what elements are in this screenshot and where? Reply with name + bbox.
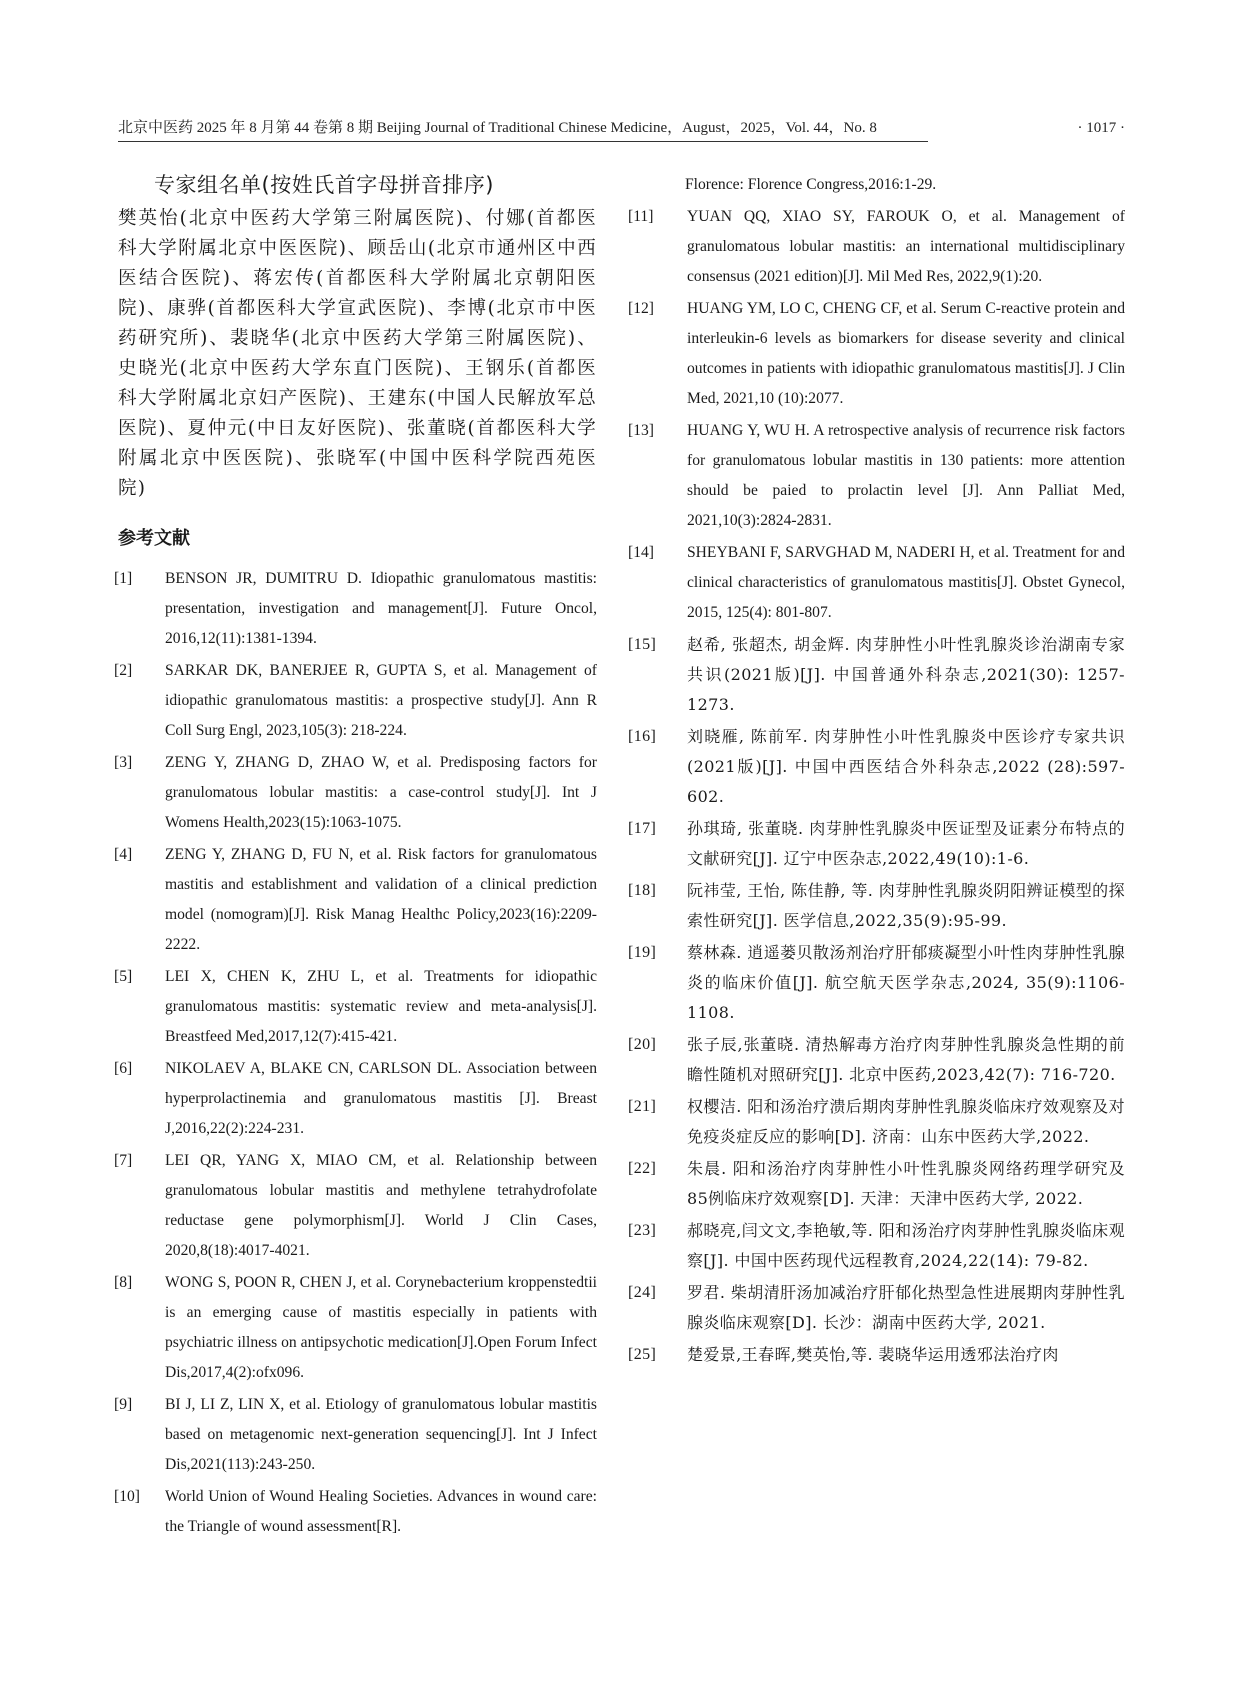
- reference-text: SHEYBANI F, SARVGHAD M, NADERI H, et al. Treatment for and clinical characteristics of granulomatous mastitis[J]. Obstet Gynecol, 2015, 125(4): 801-807.: [687, 544, 1125, 621]
- reference-number: [19]: [628, 944, 657, 961]
- reference-item: [114, 1146, 597, 1266]
- reference-text: BENSON JR, DUMITRU D. Idiopathic granulomatous mastitis: presentation, investigation and management[J]. Future Oncol, 2016,12(11):1381-1394.: [165, 570, 597, 647]
- reference-item: [114, 840, 597, 960]
- reference-text: HUANG Y, WU H. A retrospective analysis of recurrence risk factors for granulomatous lobular mastitis in 130 patients: more attention should be paied to prolactin level [J]. Ann Palliat Med, 2021,10(3):2824-2831.: [687, 422, 1125, 529]
- reference-item: [114, 748, 597, 838]
- reference-number: [25]: [628, 1346, 657, 1363]
- reference-text: ZENG Y, ZHANG D, FU N, et al. Risk factors for granulomatous mastitis and establishment and validation of a clinical prediction model (nomogram)[J]. Risk Manag Healthc Policy,2023(16):2209-2222.: [165, 846, 597, 953]
- reference-list-right: [628, 202, 1125, 1370]
- expert-group-list: 樊英怡(北京中医药大学第三附属医院)、付娜(首都医科大学附属北京中医医院)、顾岳山(北京市通州区中西医结合医院)、蒋宏传(首都医科大学附属北京朝阳医院)、康骅(首都医科大学宣武医院)、李博(北京市中医药研究所)、裴晓华(北京中医药大学第三附属医院)、史晓光(北京中医药大学东直门医院)、王钢乐(首都医科大学附属北京妇产医院)、王建东(中国人民解放军总医院)、夏仲元(中日友好医院)、张董晓(首都医科大学附属北京中医医院)、张晓军(中国中医科学院西苑医院): [118, 208, 597, 499]
- reference-continuation: Florence: Florence Congress,2016:1-29.: [685, 176, 937, 193]
- reference-text: 权樱洁. 阳和汤治疗溃后期肉芽肿性乳腺炎临床疗效观察及对免疫炎症反应的影响[D]. 济南：山东中医药大学,2022.: [687, 1097, 1125, 1146]
- reference-item: [114, 564, 597, 654]
- reference-text: SARKAR DK, BANERJEE R, GUPTA S, et al. Management of idiopathic granulomatous mastitis: a prospective study[J]. Ann R Coll Surg Engl, 2023,105(3): 218-224.: [165, 662, 597, 739]
- reference-item: [628, 538, 1125, 628]
- reference-number: [13]: [628, 422, 654, 439]
- reference-text: 罗君. 柴胡清肝汤加减治疗肝郁化热型急性进展期肉芽肿性乳腺炎临床观察[D]. 长沙：湖南中医药大学, 2021.: [687, 1283, 1125, 1332]
- reference-item: [114, 962, 597, 1052]
- reference-text: HUANG YM, LO C, CHENG CF, et al. Serum C-reactive protein and interleukin-6 levels as biomarkers for disease severity and clinical outcomes in patients with idiopathic granulomatous mastitis[J]. J Clin Med, 2021,10 (10):2077.: [687, 300, 1125, 407]
- reference-number: [7]: [114, 1152, 133, 1169]
- reference-text: ZENG Y, ZHANG D, ZHAO W, et al. Predisposing factors for granulomatous lobular mastitis: a case-control study[J]. Int J Womens Health,2023(15):1063-1075.: [165, 754, 597, 831]
- reference-number: [4]: [114, 846, 133, 863]
- page-number: · 1017 ·: [1077, 120, 1125, 136]
- reference-number: [18]: [628, 882, 657, 899]
- left-column: [114, 170, 597, 1544]
- reference-text: 阮祎莹, 王怡, 陈佳静, 等. 肉芽肿性乳腺炎阴阳辨证模型的探索性研究[J]. 医学信息,2022,35(9):95-99.: [687, 881, 1125, 930]
- reference-text: 朱晨. 阳和汤治疗肉芽肿性小叶性乳腺炎网络药理学研究及85例临床疗效观察[D]. 天津：天津中医药大学, 2022.: [687, 1159, 1125, 1208]
- reference-text: NIKOLAEV A, BLAKE CN, CARLSON DL. Association between hyperprolactinemia and granulomatous mastitis [J]. Breast J,2016,22(2):224-231.: [165, 1060, 597, 1137]
- reference-item: [114, 1390, 597, 1480]
- reference-number: [23]: [628, 1222, 657, 1239]
- reference-item: [628, 1092, 1125, 1152]
- reference-item: [628, 1030, 1125, 1090]
- reference-text: 赵希, 张超杰, 胡金辉. 肉芽肿性小叶性乳腺炎诊治湖南专家共识(2021版)[J]. 中国普通外科杂志,2021(30): 1257-1273.: [687, 635, 1125, 714]
- reference-item: [628, 202, 1125, 292]
- reference-text: 蔡林森. 逍遥蒌贝散汤剂治疗肝郁痰凝型小叶性肉芽肿性乳腺炎的临床价值[J]. 航空航天医学杂志,2024, 35(9):1106-1108.: [687, 943, 1125, 1022]
- reference-text: BI J, LI Z, LIN X, et al. Etiology of granulomatous lobular mastitis based on metagenomic next-generation sequencing[J]. Int J Infect Dis,2021(113):243-250.: [165, 1396, 597, 1473]
- reference-item: [628, 1340, 1125, 1370]
- reference-text: 张子辰,张董晓. 清热解毒方治疗肉芽肿性乳腺炎急性期的前瞻性随机对照研究[J]. 北京中医药,2023,42(7): 716-720.: [687, 1035, 1125, 1084]
- reference-text: YUAN QQ, XIAO SY, FAROUK O, et al. Management of granulomatous lobular mastitis: an international multidisciplinary consensus (2021 edition)[J]. Mil Med Res, 2022,9(1):20.: [687, 208, 1125, 285]
- reference-number: [24]: [628, 1284, 657, 1301]
- reference-item: [628, 630, 1125, 720]
- reference-text: World Union of Wound Healing Societies. Advances in wound care: the Triangle of wound assessment[R].: [165, 1488, 597, 1535]
- reference-item: [114, 1054, 597, 1144]
- reference-text: WONG S, POON R, CHEN J, et al. Corynebacterium kroppenstedtii is an emerging cause of mastitis especially in patients with psychiatric illness on antipsychotic medication[J].Open Forum Infect Dis,2017,4(2):ofx096.: [165, 1274, 597, 1381]
- reference-number: [9]: [114, 1396, 133, 1413]
- header-rule: [118, 141, 928, 142]
- reference-number: [8]: [114, 1274, 133, 1291]
- reference-text: 郝晓亮,闫文文,李艳敏,等. 阳和汤治疗肉芽肿性乳腺炎临床观察[J]. 中国中医药现代远程教育,2024,22(14): 79-82.: [687, 1221, 1125, 1270]
- reference-text: 楚爱景,王春晖,樊英怡,等. 裴晓华运用透邪法治疗肉: [687, 1345, 1059, 1364]
- reference-number: [1]: [114, 570, 133, 587]
- right-column: [628, 170, 1125, 1372]
- reference-text: 刘晓雁, 陈前军. 肉芽肿性小叶性乳腺炎中医诊疗专家共识(2021版)[J]. 中国中西医结合外科杂志,2022 (28):597-602.: [687, 727, 1125, 806]
- reference-text: 孙琪琦, 张董晓. 肉芽肿性乳腺炎中医证型及证素分布特点的文献研究[J]. 辽宁中医杂志,2022,49(10):1-6.: [687, 819, 1125, 868]
- reference-number: [3]: [114, 754, 133, 771]
- expert-group-title: 专家组名单(按姓氏首字母拼音排序): [154, 173, 494, 197]
- reference-number: [21]: [628, 1098, 657, 1115]
- reference-number: [15]: [628, 636, 657, 653]
- references-heading: 参考文献: [118, 528, 190, 549]
- reference-item: [628, 876, 1125, 936]
- reference-number: [16]: [628, 728, 657, 745]
- reference-item: [114, 656, 597, 746]
- reference-item: [628, 1154, 1125, 1214]
- reference-number: [10]: [114, 1488, 140, 1505]
- reference-item: [628, 722, 1125, 812]
- reference-item: [628, 416, 1125, 536]
- reference-item: [114, 1482, 597, 1542]
- reference-item: [628, 814, 1125, 874]
- journal-citation: 北京中医药 2025 年 8 月第 44 卷第 8 期 Beijing Journal of Traditional Chinese Medicine，August，2025，Vol. 44，No. 8: [118, 120, 877, 136]
- reference-text: LEI X, CHEN K, ZHU L, et al. Treatments for idiopathic granulomatous mastitis: systematic review and meta-analysis[J]. Breastfeed Med,2017,12(7):415-421.: [165, 968, 597, 1045]
- reference-number: [2]: [114, 662, 133, 679]
- reference-number: [14]: [628, 544, 654, 561]
- reference-item: [628, 1216, 1125, 1276]
- reference-item: [628, 1278, 1125, 1338]
- reference-number: [12]: [628, 300, 654, 317]
- reference-item: [628, 294, 1125, 414]
- reference-item: [628, 938, 1125, 1028]
- reference-number: [6]: [114, 1060, 133, 1077]
- reference-number: [20]: [628, 1036, 657, 1053]
- reference-item: [114, 1268, 597, 1388]
- reference-text: LEI QR, YANG X, MIAO CM, et al. Relationship between granulomatous lobular mastitis and methylene tetrahydrofolate reductase gene polymorphism[J]. World J Clin Cases, 2020,8(18):4017-4021.: [165, 1152, 597, 1259]
- reference-number: [5]: [114, 968, 133, 985]
- reference-number: [17]: [628, 820, 657, 837]
- reference-list-left: [114, 564, 597, 1542]
- reference-number: [11]: [628, 208, 654, 225]
- reference-number: [22]: [628, 1160, 657, 1177]
